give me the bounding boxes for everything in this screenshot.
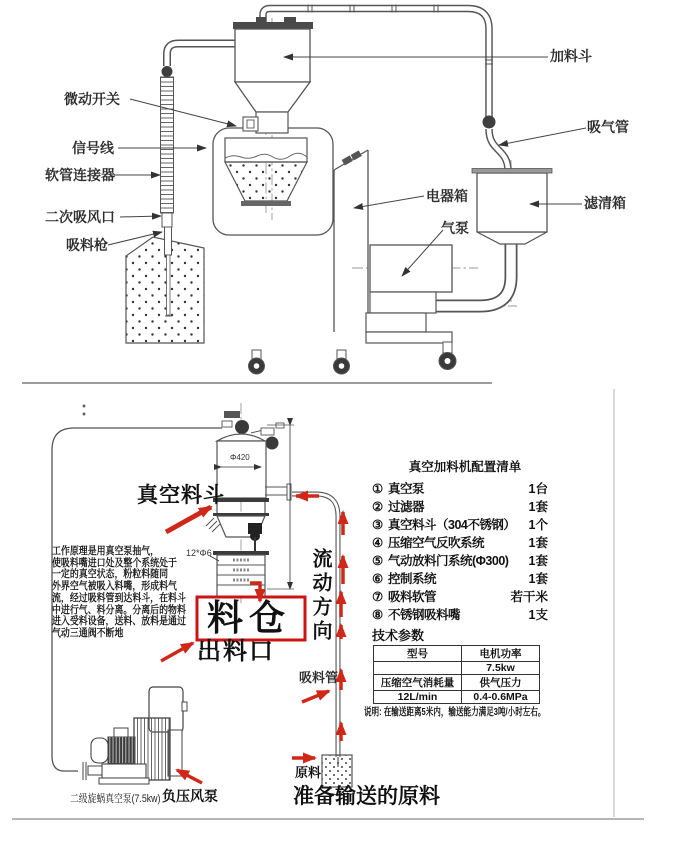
hose-ball-joint — [162, 66, 173, 77]
filter-box-body — [477, 173, 547, 232]
label-flow-direction: 流动方向 — [309, 548, 331, 644]
table-cell — [374, 662, 462, 675]
hopper-base-plate — [241, 201, 291, 206]
suction-gun-body — [165, 227, 172, 255]
label-micro-switch: 微动开关 — [64, 91, 120, 107]
parts-list-title: 真空加料机配置清单 — [408, 460, 522, 474]
raw-material-container — [322, 755, 352, 787]
feed-hopper — [233, 17, 313, 133]
caster-wheels — [249, 342, 457, 374]
parts-list-row: ② 过滤器 1套 — [372, 500, 548, 514]
label-suction-pipe: 吸料管 — [299, 670, 339, 685]
corrugated-hose — [161, 77, 174, 213]
base-slab — [366, 332, 452, 343]
panel-divider-top — [22, 382, 492, 384]
label-dim-bolts: 12*Φ6 — [186, 548, 212, 558]
label-air-pump: 气泵 — [441, 220, 469, 236]
hose-sleeve — [162, 213, 172, 227]
parts-list-row: ① 真空泵 1台 — [372, 482, 548, 496]
parts-list-row: ⑧ 不锈钢吸料嘴 1支 — [372, 608, 548, 622]
table-cell: 电机功率 — [462, 646, 540, 662]
label-filter-box: 滤清箱 — [584, 195, 626, 211]
table-cell: 型号 — [374, 646, 462, 662]
table-cell: 7.5kw — [462, 662, 540, 675]
base-mid — [366, 313, 426, 332]
table-cell: 供气压力 — [462, 675, 540, 691]
label-negative-pressure-pump: 负压风泵 — [162, 790, 218, 805]
label-material-bin: 料仓 — [206, 598, 291, 638]
tech-params-table — [373, 645, 540, 704]
table-cell: 12L/min — [374, 691, 462, 704]
suction-gun-tube — [167, 255, 171, 315]
label-raw-material: 原料 — [295, 765, 322, 780]
vacuum-pump-drawing — [83, 687, 187, 784]
label-pump-model: 二级旋蜗真空泵(7.5kw) — [70, 793, 161, 805]
working-principle-text: 工作原理是用真空泵抽气， 使吸料嘴进口处及整个系统处于 一定的真空状态，粉粒料随同 外界空气被吸入料嘴，形成料气 流，经过吸料管到达料斗，在料斗 中进行气、料分离。分离后的物料 进入受料设备，送料、放料是通过 气动三通阀不断地 — [52, 545, 186, 639]
table-cell: 压缩空气消耗量 — [374, 675, 462, 691]
parts-list-row: ⑥ 控制系统 1套 — [372, 572, 548, 586]
table-cell: 0.4-0.6MPa — [462, 691, 540, 704]
label-vacuum-hopper: 真空料斗 — [137, 483, 225, 507]
tech-note: 说明: 在输送距离5米内，输送能力满足3吨/小时左右。 — [364, 706, 546, 718]
label-signal-wire: 信号线 — [72, 140, 114, 156]
parts-list-row: ⑤ 气动放料门系统(Φ300) 1套 — [372, 554, 548, 568]
receiving-hopper — [225, 138, 307, 206]
parts-list-row: ③ 真空料斗（304不锈钢） 1个 — [372, 518, 548, 532]
colon-marks — [83, 405, 86, 416]
electric-cabinet — [334, 150, 368, 332]
label-hose-connector: 软管连接器 — [45, 167, 115, 183]
pipe-valve-ball — [483, 116, 496, 129]
label-secondary-air-inlet: 二次吸风口 — [45, 209, 115, 225]
tech-params-heading: 技术参数 — [372, 628, 425, 643]
filter-funnel — [477, 232, 547, 244]
parts-list-row: ④ 压缩空气反吹系统 1套 — [372, 536, 548, 550]
panel-divider-bottom — [12, 818, 644, 820]
label-suction-gun: 吸料枪 — [66, 237, 108, 253]
label-discharge-outlet: 出料口 — [197, 639, 275, 665]
top-valve-ball — [235, 420, 249, 434]
pump-housing — [370, 245, 452, 292]
label-material-to-convey: 准备输送的原料 — [293, 784, 440, 808]
pump-step — [370, 292, 436, 313]
label-suction-air-pipe: 吸气管 — [587, 119, 629, 135]
parts-list — [372, 457, 548, 623]
filter-box-lid — [472, 169, 552, 174]
label-electric-box: 电器箱 — [426, 188, 468, 204]
parts-list-row: ⑦ 吸料软管 若干米 — [372, 590, 548, 604]
label-dim-diameter: Φ420 — [230, 453, 250, 462]
side-valve-ball — [266, 437, 279, 450]
label-feed-hopper: 加料斗 — [550, 48, 592, 64]
